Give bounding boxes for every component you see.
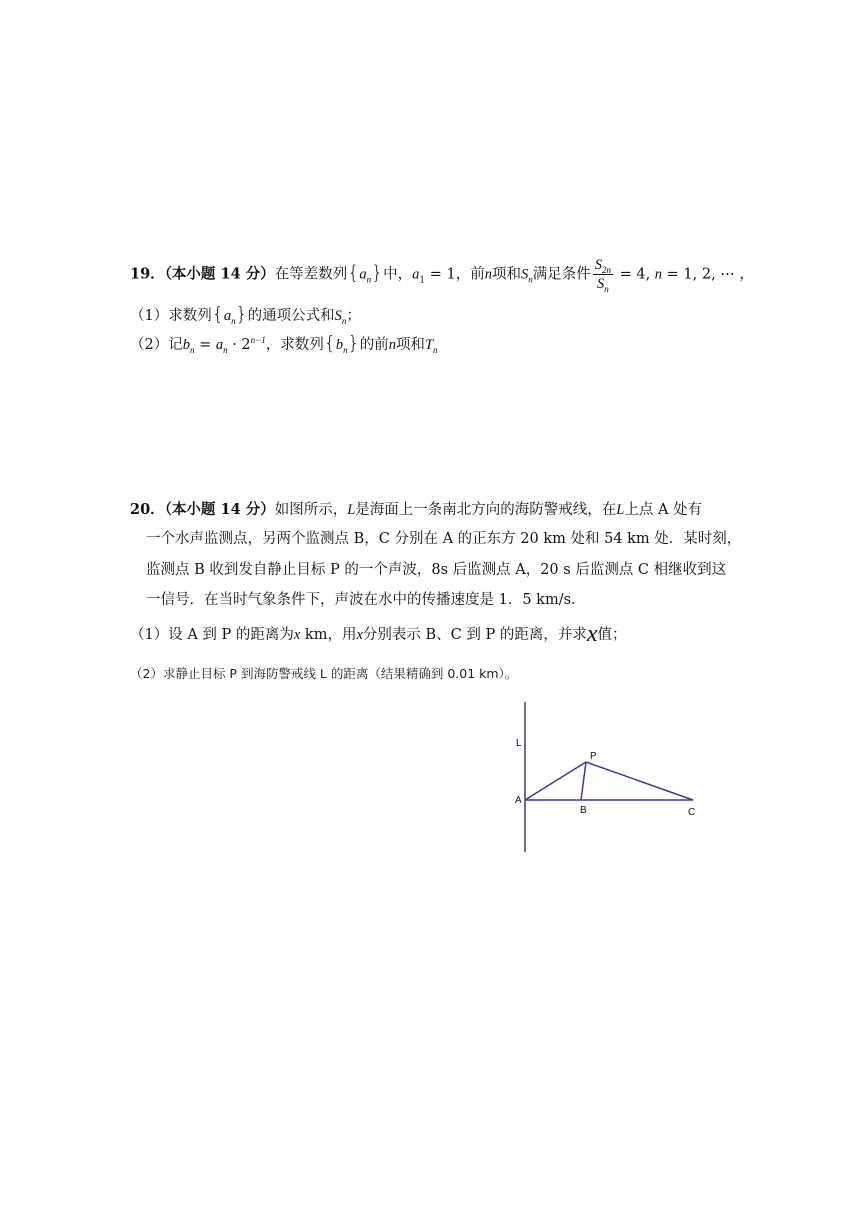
triangle-figure xyxy=(500,700,740,860)
q19-points: （本小题 14 分） xyxy=(164,265,275,283)
q19-part1: （1）求数列$\{a_n\}$的通项公式和$S_n$； xyxy=(130,303,361,326)
q19-text: 在等差数列 xyxy=(274,266,348,283)
segment-AP xyxy=(525,762,586,800)
segment-PC xyxy=(586,762,693,800)
q20-number: 20． xyxy=(130,501,165,518)
q19-part2: （2）记$b_n = a_n \cdot 2^{n-1}$，求数列$\{b_n\}$的前n项和$T_n$ xyxy=(130,332,438,355)
q20-part1: （1）设 A 到 P 的距离为x km，用x分别表示 B、C 到 P 的距离，并求x值； xyxy=(130,621,627,647)
q20-line2: 一个水声监测点，另两个监测点 B，C 分别在 A 的正东方 20 km 处和 54 km 处．某时刻， xyxy=(146,531,742,547)
q20-line4: 一信号．在当时气象条件下，声波在水中的传播速度是 1．5 km/s． xyxy=(146,592,586,608)
q20-line1: 20．（本小题 14 分）如图所示，L是海面上一条南北方向的海防警戒线，在L上点 A 处有 xyxy=(130,501,703,518)
fraction-s2n-sn: $\frac{S_{2n}}{S_n}$ xyxy=(594,257,611,294)
label-P: P xyxy=(590,751,597,762)
q20-part2: （2）求静止目标 P 到海防警戒线 L 的距离（结果精确到 0.01 km）。 xyxy=(130,666,518,681)
q19-number: 19． xyxy=(130,265,165,283)
q20-points: （本小题 14 分） xyxy=(164,501,275,518)
label-L: L xyxy=(516,738,522,749)
q20-line3: 监测点 B 收到发自静止目标 P 的一个声波，8s 后监测点 A，20 s 后监测点 C 相继收到这 xyxy=(146,562,727,578)
segment-PB xyxy=(581,762,586,800)
q19-line1: 19．（本小题 14 分）在等差数列$\{a_n\}$中，$a_1 = 1$，前n项和$S_n$满足条件 $\frac{S_{2n}}{S_n}$ = 4, n = 1, 2, ⋯ ， xyxy=(130,257,754,294)
label-C: C xyxy=(688,807,696,818)
label-A: A xyxy=(515,795,522,806)
label-B: B xyxy=(580,805,587,816)
